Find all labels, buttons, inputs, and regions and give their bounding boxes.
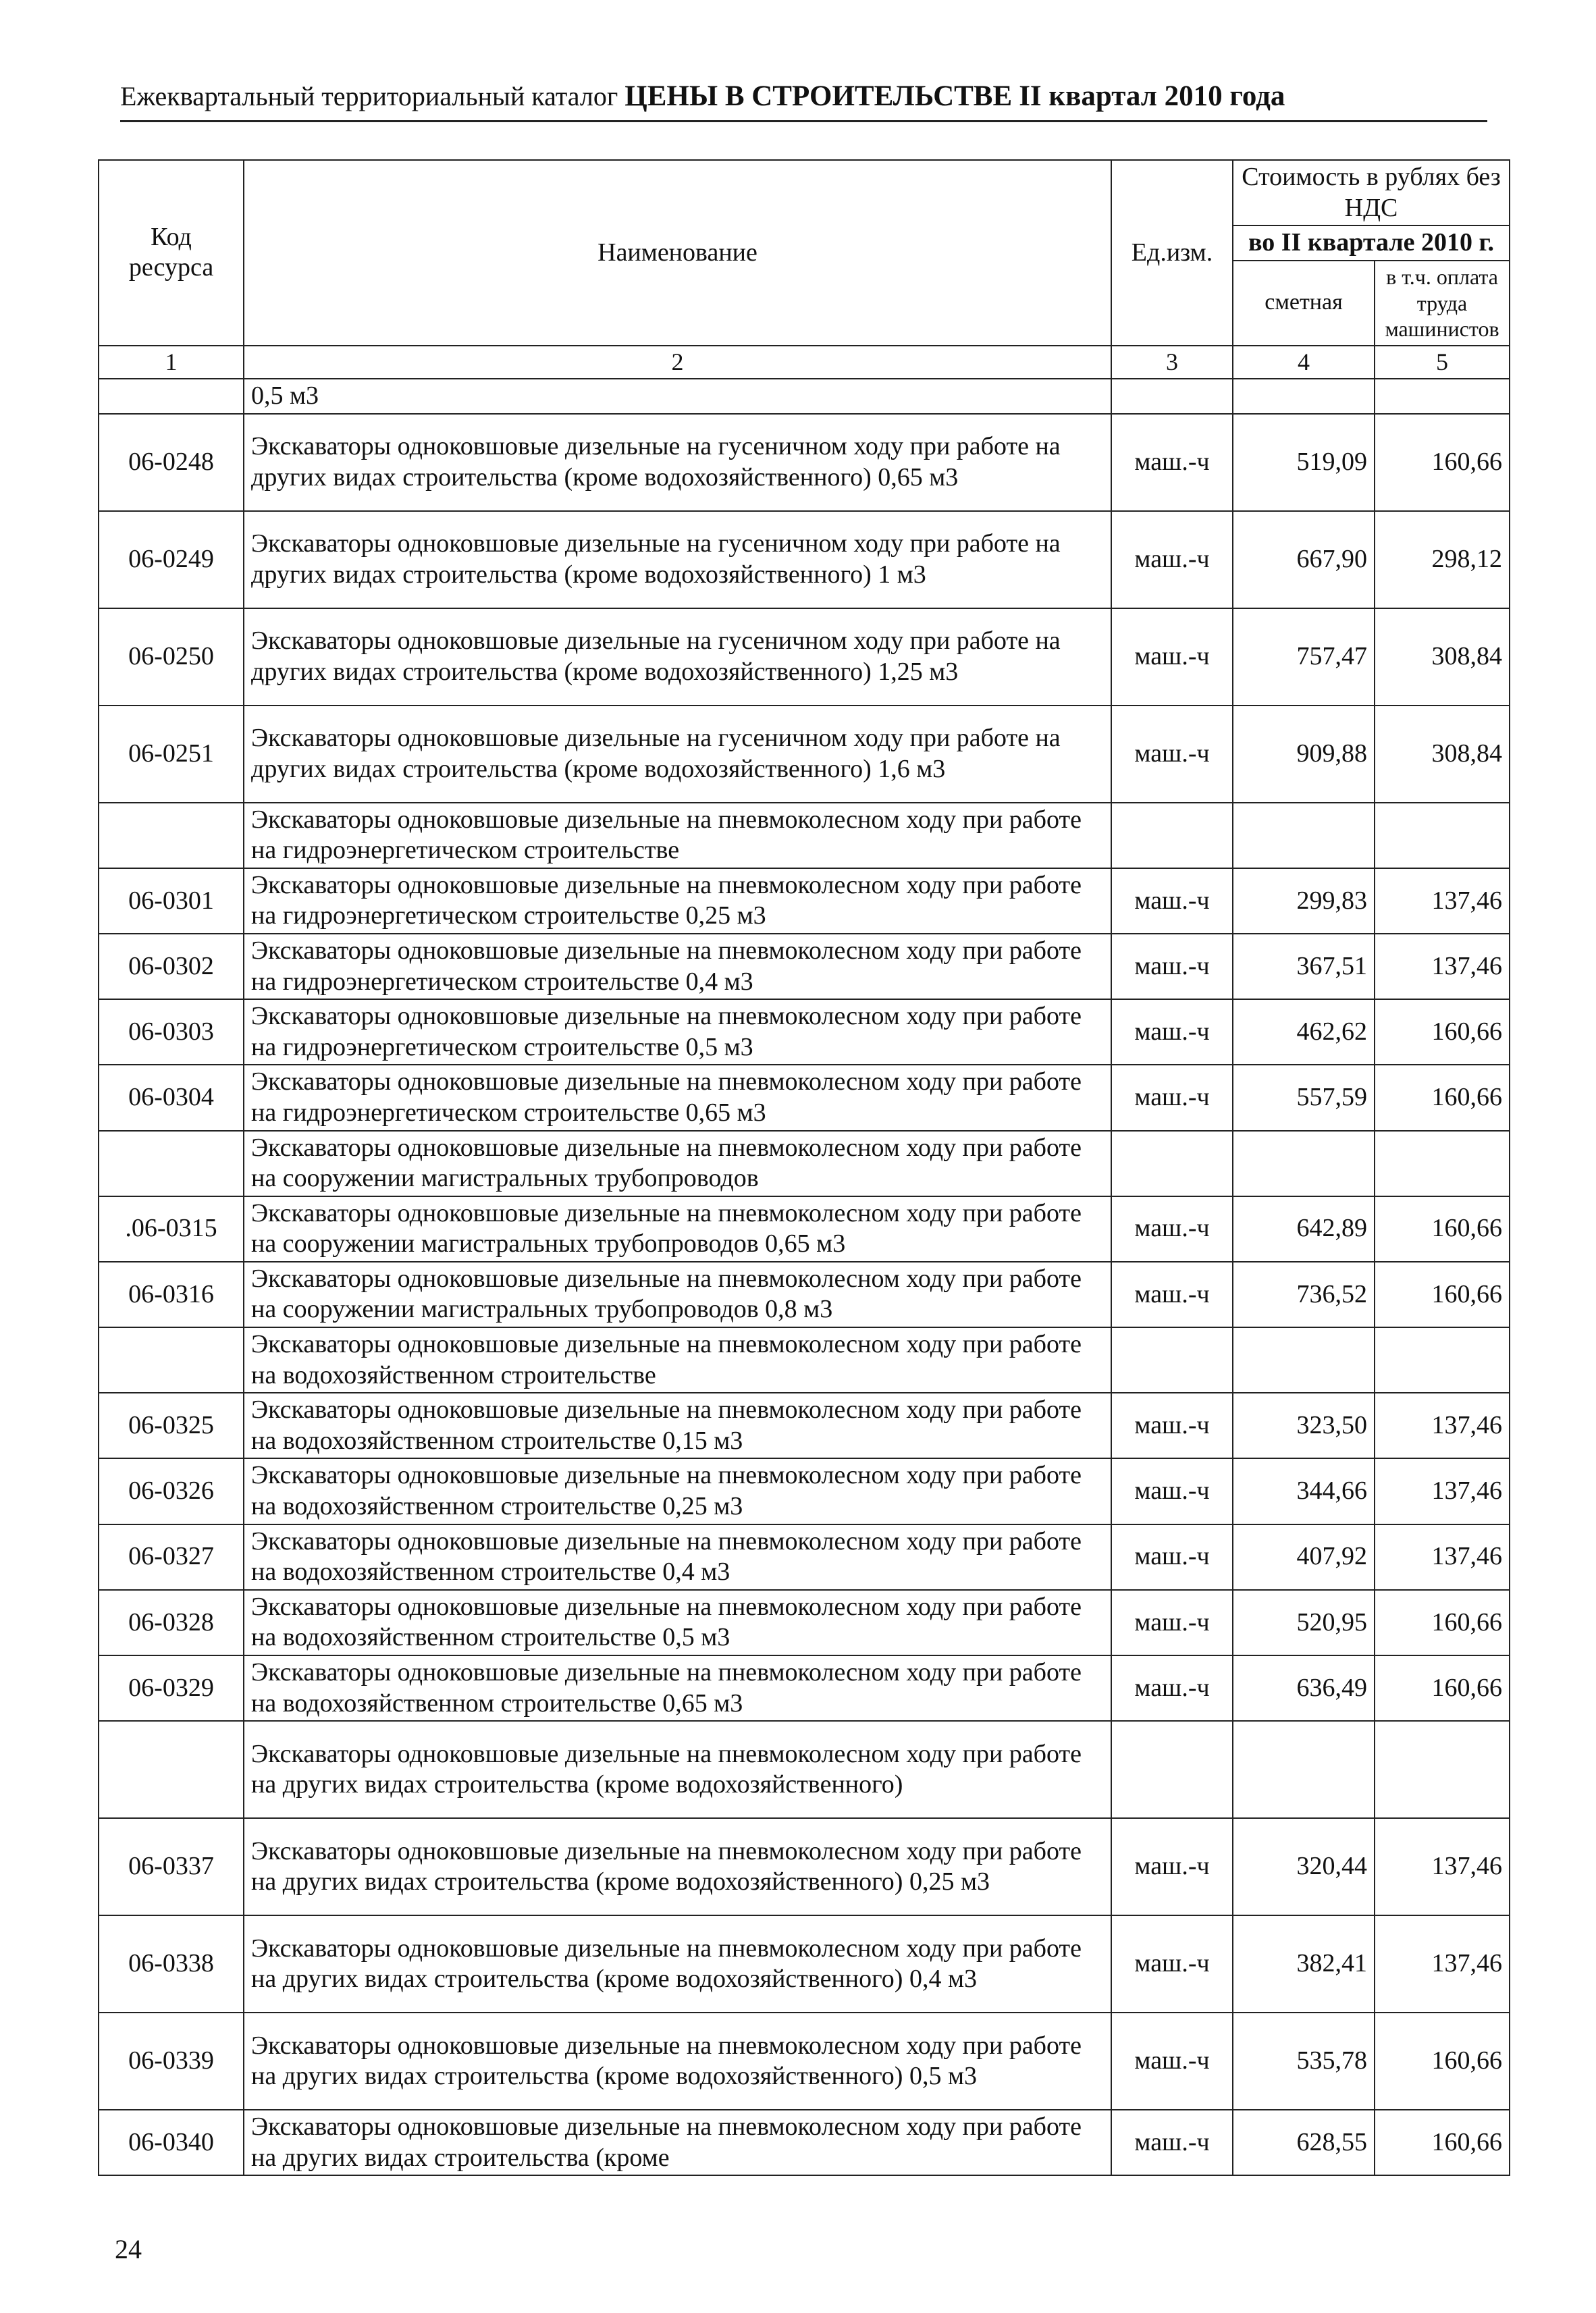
unit-of-measure: маш.-ч [1111,999,1233,1065]
table-row [99,1590,1510,1655]
estimate-cost: 535,78 [1233,2013,1375,2110]
estimate-cost: 299,83 [1233,868,1375,934]
estimate-cost: 344,66 [1233,1458,1375,1524]
resource-name: Экскаваторы одноковшовые дизельные на пневмоколесном ходу при работе на водохозяйственном строительстве 0,65 м3 [244,1655,1111,1721]
resource-name: Экскаваторы одноковшовые дизельные на пневмоколесном ходу при работе на гидроэнергетическом строительстве [244,803,1111,868]
resource-name: Экскаваторы одноковшовые дизельные на гусеничном ходу при работе на других видах строительства (кроме водохозяйственного) 0,65 м3 [244,414,1111,511]
estimate-cost: 667,90 [1233,511,1375,608]
estimate-cost [1233,1327,1375,1393]
resource-name: Экскаваторы одноковшовые дизельные на пневмоколесном ходу при работе на сооружении магистральных трубопроводов 0,65 м3 [244,1196,1111,1262]
unit-of-measure [1111,1131,1233,1196]
estimate-cost: 636,49 [1233,1655,1375,1721]
resource-code: 06-0325 [99,1393,244,1458]
header-prefix: Ежеквартальный территориальный каталог [120,81,618,111]
page-header [120,80,1487,113]
column-number: 5 [1375,346,1510,379]
unit-of-measure: маш.-ч [1111,1458,1233,1524]
table-row [99,934,1510,999]
operator-wage [1375,1721,1510,1818]
operator-wage: 160,66 [1375,414,1510,511]
operator-wage: 160,66 [1375,999,1510,1065]
table-row [99,803,1510,868]
column-number: 2 [244,346,1111,379]
resource-name: Экскаваторы одноковшовые дизельные на пневмоколесном ходу при работе на сооружении магистральных трубопроводов 0,8 м3 [244,1262,1111,1327]
table-row [99,1721,1510,1818]
table-row [99,379,1510,414]
resource-name: Экскаваторы одноковшовые дизельные на гусеничном ходу при работе на других видах строительства (кроме водохозяйственного) 1 м3 [244,511,1111,608]
unit-of-measure: маш.-ч [1111,1065,1233,1130]
resource-name: Экскаваторы одноковшовые дизельные на гусеничном ходу при работе на других видах строительства (кроме водохозяйственного) 1,25 м3 [244,608,1111,706]
resource-name: Экскаваторы одноковшовые дизельные на пневмоколесном ходу при работе на гидроэнергетическом строительстве 0,65 м3 [244,1065,1111,1130]
resource-code: 06-0248 [99,414,244,511]
resource-code: .06-0315 [99,1196,244,1262]
estimate-cost: 519,09 [1233,414,1375,511]
unit-of-measure: маш.-ч [1111,1590,1233,1655]
table-row [99,2110,1510,2175]
table-row [99,2013,1510,2110]
resource-code [99,1327,244,1393]
column-number: 1 [99,346,244,379]
header-cost-group: Стоимость в рублях без НДС [1233,160,1510,225]
resource-code: 06-0339 [99,2013,244,2110]
table-row [99,1262,1510,1327]
resource-code: 06-0327 [99,1524,244,1590]
table-row [99,868,1510,934]
table-row [99,1458,1510,1524]
header-title: ЦЕНЫ В СТРОИТЕЛЬСТВЕ [624,80,1013,112]
resource-name: Экскаваторы одноковшовые дизельные на пневмоколесном ходу при работе на гидроэнергетическом строительстве 0,5 м3 [244,999,1111,1065]
unit-of-measure: маш.-ч [1111,2110,1233,2175]
unit-of-measure: маш.-ч [1111,511,1233,608]
resource-name: Экскаваторы одноковшовые дизельные на пневмоколесном ходу при работе на водохозяйственном строительстве 0,25 м3 [244,1458,1111,1524]
table-row [99,608,1510,706]
column-number-row [99,346,1510,379]
table-row [99,706,1510,803]
operator-wage: 160,66 [1375,1655,1510,1721]
header-estimate: сметная [1233,261,1375,346]
estimate-cost: 323,50 [1233,1393,1375,1458]
resource-code [99,803,244,868]
operator-wage: 160,66 [1375,2013,1510,2110]
unit-of-measure: маш.-ч [1111,414,1233,511]
header-name: Наименование [244,160,1111,346]
operator-wage: 160,66 [1375,1590,1510,1655]
table-row [99,1065,1510,1130]
resource-name: Экскаваторы одноковшовые дизельные на пневмоколесном ходу при работе на других видах строительства (кроме водохозяйственного) 0,4 м3 [244,1915,1111,2013]
estimate-cost: 462,62 [1233,999,1375,1065]
resource-name: Экскаваторы одноковшовые дизельные на пневмоколесном ходу при работе на водохозяйственном строительстве 0,5 м3 [244,1590,1111,1655]
resource-name: 0,5 м3 [244,379,1111,414]
resource-name: Экскаваторы одноковшовые дизельные на пневмоколесном ходу при работе на других видах строительства (кроме водохозяйственного) 0,5 м3 [244,2013,1111,2110]
resource-code: 06-0340 [99,2110,244,2175]
unit-of-measure: маш.-ч [1111,1655,1233,1721]
estimate-cost [1233,1721,1375,1818]
resource-name: Экскаваторы одноковшовые дизельные на пневмоколесном ходу при работе на водохозяйственном строительстве [244,1327,1111,1393]
unit-of-measure [1111,1327,1233,1393]
resource-name: Экскаваторы одноковшовые дизельные на пневмоколесном ходу при работе на других видах строительства (кроме водохозяйственного) [244,1721,1111,1818]
resource-name: Экскаваторы одноковшовые дизельные на пневмоколесном ходу при работе на гидроэнергетическом строительстве 0,25 м3 [244,868,1111,934]
resource-name: Экскаваторы одноковшовые дизельные на пневмоколесном ходу при работе на сооружении магистральных трубопроводов [244,1131,1111,1196]
operator-wage: 308,84 [1375,608,1510,706]
estimate-cost: 642,89 [1233,1196,1375,1262]
column-number: 4 [1233,346,1375,379]
header-row [99,160,1510,225]
operator-wage: 137,46 [1375,1393,1510,1458]
resource-code: 06-0328 [99,1590,244,1655]
column-number: 3 [1111,346,1233,379]
unit-of-measure: маш.-ч [1111,1196,1233,1262]
operator-wage: 137,46 [1375,1915,1510,2013]
table-row [99,511,1510,608]
operator-wage: 137,46 [1375,1524,1510,1590]
unit-of-measure: маш.-ч [1111,1818,1233,1915]
unit-of-measure: маш.-ч [1111,1524,1233,1590]
operator-wage [1375,379,1510,414]
unit-of-measure: маш.-ч [1111,706,1233,803]
estimate-cost: 407,92 [1233,1524,1375,1590]
header-code: Код ресурса [99,160,244,346]
table-body [99,379,1510,2175]
unit-of-measure [1111,379,1233,414]
resource-code: 06-0329 [99,1655,244,1721]
header-wage: в т.ч. оплата труда машинистов [1375,261,1510,346]
unit-of-measure: маш.-ч [1111,868,1233,934]
operator-wage: 137,46 [1375,868,1510,934]
operator-wage: 160,66 [1375,1065,1510,1130]
estimate-cost: 557,59 [1233,1065,1375,1130]
resource-code [99,1131,244,1196]
page-number: 24 [115,2234,142,2264]
estimate-cost [1233,379,1375,414]
table-row [99,1393,1510,1458]
resource-code: 06-0337 [99,1818,244,1915]
operator-wage: 298,12 [1375,511,1510,608]
operator-wage: 308,84 [1375,706,1510,803]
estimate-cost: 367,51 [1233,934,1375,999]
resource-code: 06-0251 [99,706,244,803]
resource-name: Экскаваторы одноковшовые дизельные на пневмоколесном ходу при работе на водохозяйственном строительстве 0,15 м3 [244,1393,1111,1458]
operator-wage [1375,1131,1510,1196]
unit-of-measure: маш.-ч [1111,1915,1233,2013]
table-row [99,1131,1510,1196]
resource-name: Экскаваторы одноковшовые дизельные на гусеничном ходу при работе на других видах строительства (кроме водохозяйственного) 1,6 м3 [244,706,1111,803]
estimate-cost: 628,55 [1233,2110,1375,2175]
unit-of-measure [1111,1721,1233,1818]
resource-code: 06-0302 [99,934,244,999]
price-table [98,159,1510,2176]
header-unit: Ед.изм. [1111,160,1233,346]
header-divider [120,120,1487,122]
estimate-cost: 382,41 [1233,1915,1375,2013]
estimate-cost: 320,44 [1233,1818,1375,1915]
operator-wage: 160,66 [1375,1262,1510,1327]
operator-wage: 160,66 [1375,2110,1510,2175]
unit-of-measure: маш.-ч [1111,608,1233,706]
resource-name: Экскаваторы одноковшовые дизельные на пневмоколесном ходу при работе на гидроэнергетическом строительстве 0,4 м3 [244,934,1111,999]
operator-wage: 137,46 [1375,1458,1510,1524]
table-row [99,1524,1510,1590]
resource-name: Экскаваторы одноковшовые дизельные на пневмоколесном ходу при работе на водохозяйственном строительстве 0,4 м3 [244,1524,1111,1590]
resource-code [99,1721,244,1818]
resource-code: 06-0301 [99,868,244,934]
unit-of-measure: маш.-ч [1111,1262,1233,1327]
table-row [99,999,1510,1065]
estimate-cost [1233,1131,1375,1196]
estimate-cost: 909,88 [1233,706,1375,803]
table-row [99,1655,1510,1721]
table-row [99,1818,1510,1915]
resource-code [99,379,244,414]
resource-code: 06-0304 [99,1065,244,1130]
table-row [99,414,1510,511]
operator-wage: 137,46 [1375,934,1510,999]
resource-code: 06-0338 [99,1915,244,2013]
table-row [99,1196,1510,1262]
unit-of-measure: маш.-ч [1111,1393,1233,1458]
resource-code: 06-0250 [99,608,244,706]
operator-wage [1375,1327,1510,1393]
header-cost-period: во II квартале 2010 г. [1233,225,1510,261]
resource-code: 06-0326 [99,1458,244,1524]
table-row [99,1915,1510,2013]
resource-code: 06-0249 [99,511,244,608]
operator-wage: 137,46 [1375,1818,1510,1915]
estimate-cost: 520,95 [1233,1590,1375,1655]
unit-of-measure [1111,803,1233,868]
unit-of-measure: маш.-ч [1111,934,1233,999]
table-row [99,1327,1510,1393]
unit-of-measure: маш.-ч [1111,2013,1233,2110]
resource-name: Экскаваторы одноковшовые дизельные на пневмоколесном ходу при работе на других видах строительства (кроме водохозяйственного) 0,25 м3 [244,1818,1111,1915]
resource-code: 06-0303 [99,999,244,1065]
estimate-cost: 757,47 [1233,608,1375,706]
operator-wage: 160,66 [1375,1196,1510,1262]
operator-wage [1375,803,1510,868]
resource-name: Экскаваторы одноковшовые дизельные на пневмоколесном ходу при работе на других видах строительства (кроме [244,2110,1111,2175]
estimate-cost: 736,52 [1233,1262,1375,1327]
header-period: II квартал 2010 года [1019,80,1285,112]
resource-code: 06-0316 [99,1262,244,1327]
estimate-cost [1233,803,1375,868]
